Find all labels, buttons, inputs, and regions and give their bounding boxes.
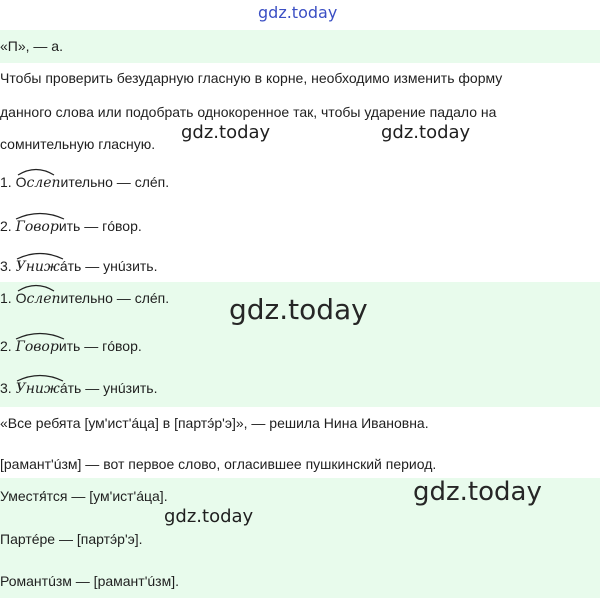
- item-tail: ительно — слéп.: [60, 174, 170, 190]
- answer-line: Романтúзм — [рамант'úзм].: [0, 573, 179, 589]
- item-number: 3.: [0, 258, 16, 274]
- item-number: 1. О: [0, 174, 27, 190]
- highlight-band-1: [0, 30, 600, 63]
- root-word: Говор: [15, 219, 59, 235]
- watermark: gdz.today: [413, 477, 542, 507]
- rule-line-3: сомнительную гласную.: [0, 136, 156, 152]
- root-word: Говор: [15, 339, 59, 355]
- item-number: 1. О: [0, 290, 27, 306]
- watermark: gdz.today: [229, 293, 368, 326]
- item-tail: ить — гóвор.: [58, 218, 142, 234]
- item-tail: ительно — слéп.: [60, 290, 170, 306]
- item-number: 2.: [0, 218, 16, 234]
- root-word: слеп: [26, 291, 61, 307]
- item-tail: áть — унúзить.: [59, 380, 158, 396]
- watermark-top: gdz.today: [258, 3, 338, 22]
- watermark: gdz.today: [164, 506, 254, 527]
- root-word: Униж: [15, 381, 60, 397]
- answer-letter: «П», — а.: [0, 38, 63, 54]
- rule-line-1: Чтобы проверить безударную гласную в корне, необходимо изменить форму: [0, 70, 503, 86]
- answer-line: Партéре — [партэ́р'э].: [0, 531, 143, 547]
- watermark: gdz.today: [181, 122, 271, 143]
- root-word: Униж: [15, 259, 60, 275]
- rule-line-2: данного слова или подобрать однокоренное так, чтобы ударение падало на: [0, 104, 497, 120]
- root-arc: [15, 250, 65, 260]
- root-word: слеп: [26, 175, 61, 191]
- item-tail: áть — унúзить.: [59, 258, 158, 274]
- watermark: gdz.today: [381, 122, 471, 143]
- root-arc: [15, 372, 65, 382]
- item-tail: ить — гóвор.: [58, 338, 142, 354]
- root-arc: [16, 166, 56, 176]
- answer-line: Уместя́тся — [ум'ист'áца].: [0, 488, 168, 504]
- root-arc: [14, 210, 66, 220]
- transcription-line: [рамант'úзм] — вот первое слово, огласившее пушкинский период.: [0, 456, 437, 472]
- item-number: 2.: [0, 338, 16, 354]
- root-arc: [14, 330, 66, 340]
- item-number: 3.: [0, 380, 16, 396]
- root-arc: [16, 282, 56, 292]
- quote-line: «Все ребята [ум'ист'áца] в [партэ́р'э]», — решила Нина Ивановна.: [0, 415, 429, 431]
